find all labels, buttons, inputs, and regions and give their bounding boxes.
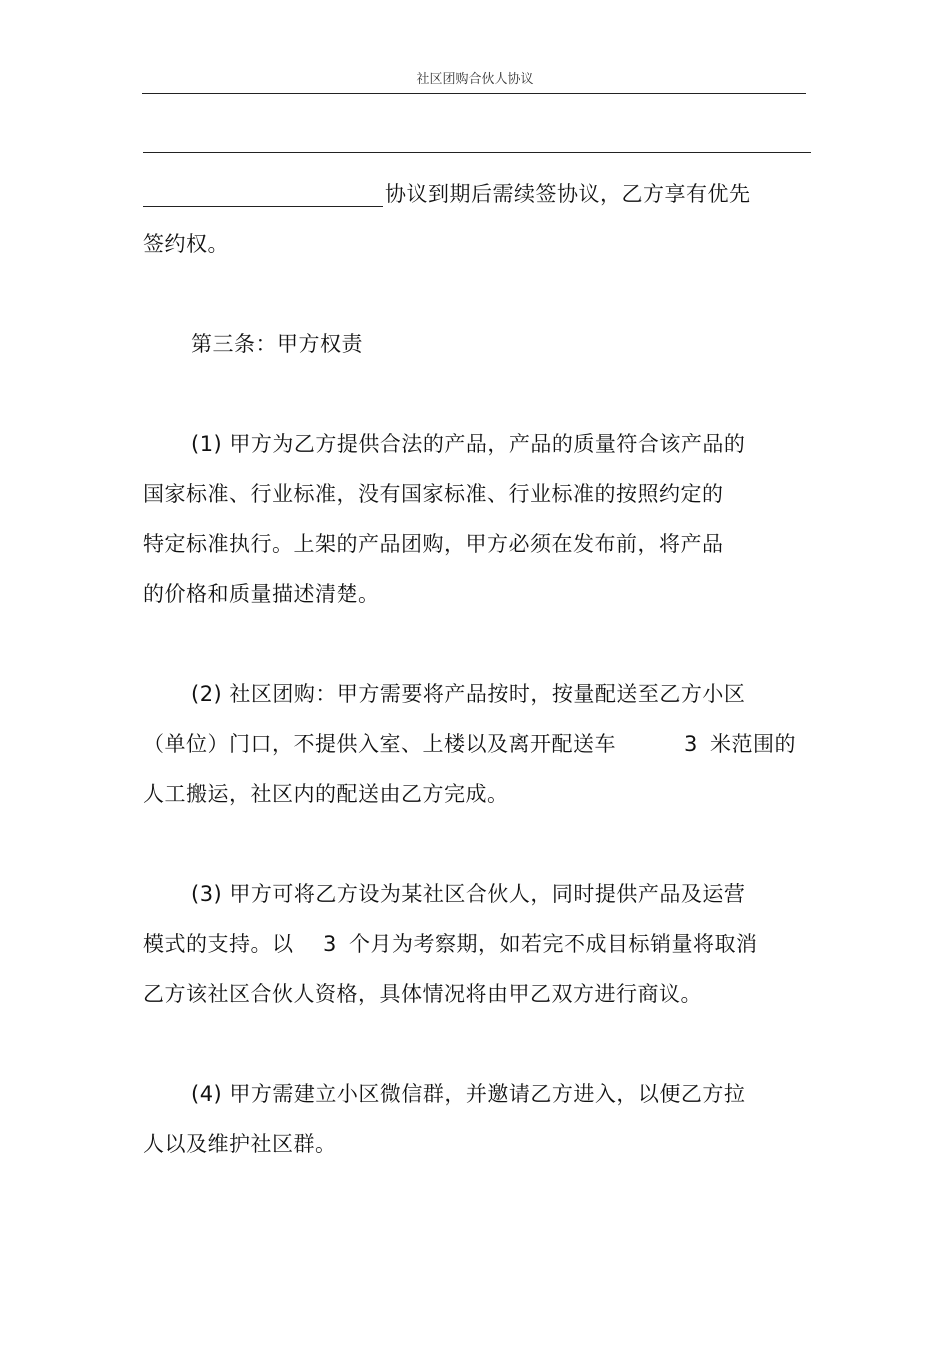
- fill-in-blank-short: [143, 206, 383, 207]
- clause-2-line-1: (2) 社区团购：甲方需要将产品按时，按量配送至乙方小区: [191, 682, 746, 706]
- clause-2-line-3: 人工搬运，社区内的配送由乙方完成。: [143, 782, 509, 806]
- running-header-title: 社区团购合伙人协议: [416, 72, 534, 87]
- clause-4-line-2: 人以及维护社区群。: [143, 1132, 337, 1156]
- clause-1-line-4: 的价格和质量描述清楚。: [143, 582, 380, 606]
- clause-1-line-2: 国家标准、行业标准，没有国家标准、行业标准的按照约定的: [143, 482, 724, 506]
- clause-3-line-3: 乙方该社区合伙人资格，具体情况将由甲乙双方进行商议。: [143, 982, 702, 1006]
- clause-4-line-1: (4) 甲方需建立小区微信群，并邀请乙方进入，以便乙方拉: [191, 1082, 746, 1106]
- clause-1-line-1: (1) 甲方为乙方提供合法的产品，产品的质量符合该产品的: [191, 432, 746, 456]
- clause-2-line-2-tail: 米范围的: [710, 732, 796, 756]
- renewal-clause-continued: 签约权。: [143, 232, 229, 256]
- clause-1-line-3: 特定标准执行。上架的产品团购，甲方必须在发布前，将产品: [143, 532, 724, 556]
- clause-3-line-2-text: 模式的支持。以: [143, 932, 294, 956]
- clause-3-period-value: 3: [323, 932, 337, 956]
- clause-3-line-2: [0, 930, 950, 958]
- clause-2-line-2-text: （单位）门口，不提供入室、上楼以及离开配送车: [143, 732, 616, 756]
- header-divider: [142, 93, 806, 94]
- clause-2-distance-value: 3: [684, 732, 698, 756]
- clause-3-line-1: (3) 甲方可将乙方设为某社区合伙人，同时提供产品及运营: [191, 882, 746, 906]
- clause-3-line-2-tail: 个月为考察期，如若完不成目标销量将取消: [349, 932, 758, 956]
- section-heading: 第三条：甲方权责: [191, 332, 363, 356]
- clause-2-line-2: [0, 730, 950, 758]
- renewal-clause-text: 协议到期后需续签协议，乙方享有优先: [385, 182, 751, 206]
- fill-in-blank-line: [143, 152, 811, 153]
